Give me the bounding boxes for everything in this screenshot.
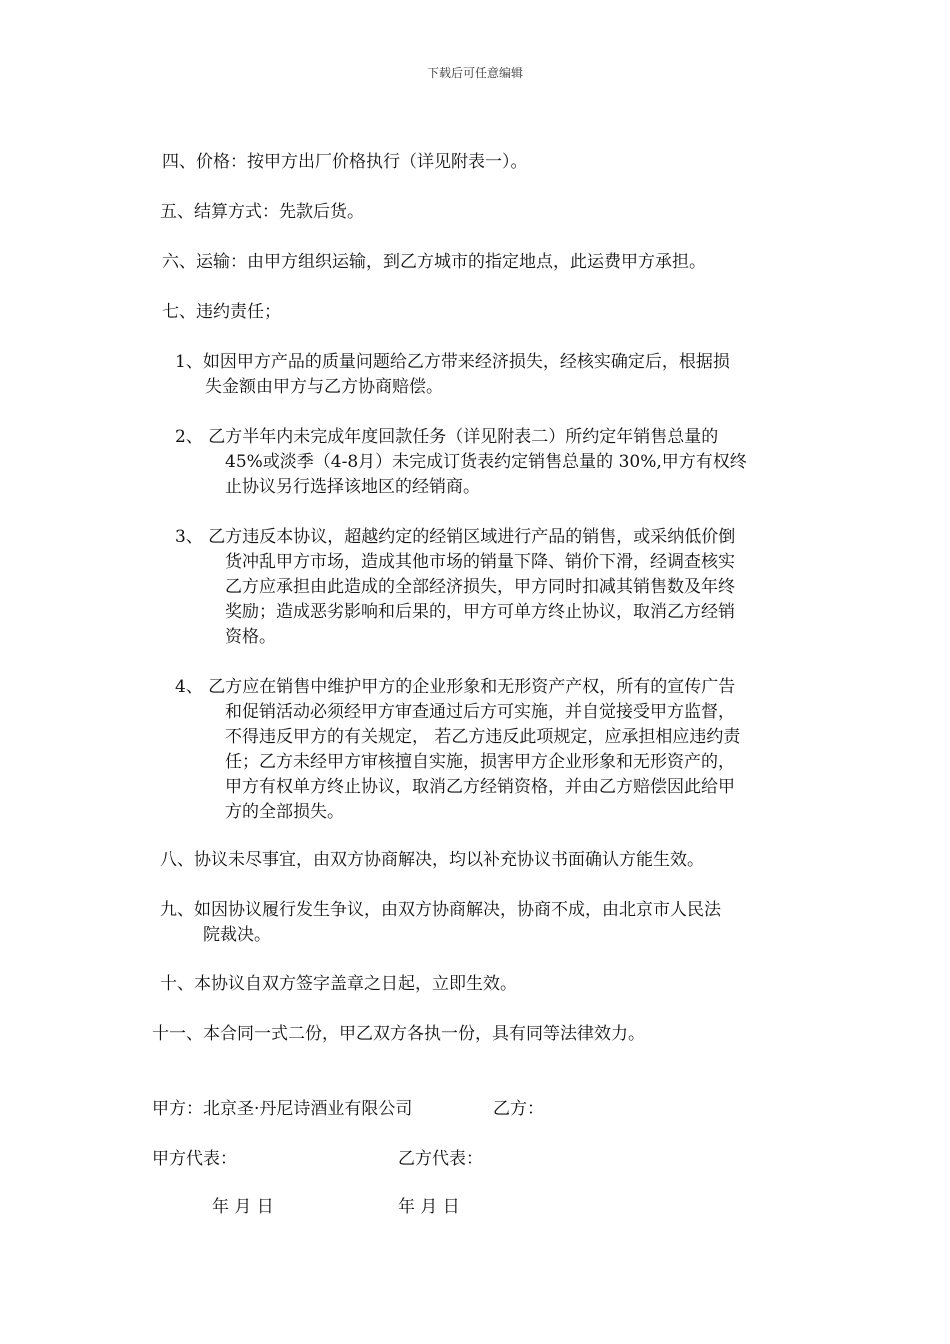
item-line: 失金额由甲方与乙方协商赔偿。 <box>205 377 443 397</box>
item-line: 九、如因协议履行发生争议，由双方协商解决，协商不成，由北京市人民法 <box>160 900 721 920</box>
item-line: 任；乙方未经甲方审核擅自实施，损害甲方企业形象和无形资产的， <box>225 752 735 772</box>
item-line: 院裁决。 <box>203 925 271 945</box>
clause-4-price: 四、价格：按甲方出厂价格执行（详见附表一）。 <box>162 152 528 172</box>
party-a-date: 年 月 日 <box>212 1197 274 1217</box>
clause-8-unresolved: 八、协议未尽事宜，由双方协商解决，均以补充协议书面确认方能生效。 <box>160 850 704 870</box>
page-header: 下载后可任意编辑 <box>426 66 523 80</box>
clause-10-effective: 十、本协议自双方签字盖章之日起，立即生效。 <box>160 974 517 994</box>
item-line: 货冲乱甲方市场，造成其他市场的销量下降、销价下滑，经调查核实 <box>225 552 735 572</box>
item-line: 甲方有权单方终止协议，取消乙方经销资格，并由乙方赔偿因此给甲 <box>225 777 735 797</box>
party-b-date: 年 月 日 <box>398 1197 460 1217</box>
item-line: 资格。 <box>225 627 276 647</box>
party-a-name: 甲方：北京圣·丹尼诗酒业有限公司 <box>152 1099 413 1119</box>
liability-item-2 <box>175 425 747 500</box>
item-line: 不得违反甲方的有关规定， 若乙方违反此项规定，应承担相应违约责 <box>225 727 741 747</box>
item-line: 和促销活动必须经甲方审查通过后方可实施，并自觉接受甲方监督， <box>225 702 735 722</box>
party-b-name: 乙方： <box>493 1099 544 1119</box>
item-line: 1、如因甲方产品的质量问题给乙方带来经济损失，经核实确定后，根据损 <box>175 352 730 372</box>
clause-11-copies: 十一、本合同一式二份，甲乙双方各执一份，具有同等法律效力。 <box>152 1024 645 1044</box>
clause-5-settlement: 五、结算方式：先款后货。 <box>160 202 364 222</box>
liability-item-3 <box>175 525 735 650</box>
item-line: 45%或淡季（4-8月）未完成订货表约定销售总量的 30%,甲方有权终 <box>225 452 747 472</box>
party-b-representative: 乙方代表： <box>398 1149 483 1169</box>
clause-9-dispute <box>160 898 721 948</box>
clause-7-liability: 七、违约责任； <box>162 302 281 322</box>
item-line: 4、 乙方应在销售中维护甲方的企业形象和无形资产产权，所有的宣传广告 <box>175 677 736 697</box>
item-line: 2、 乙方半年内未完成年度回款任务（详见附表二）所约定年销售总量的 <box>175 427 719 447</box>
item-line: 乙方应承担由此造成的全部经济损失，甲方同时扣减其销售数及年终 <box>225 577 735 597</box>
clause-6-transport: 六、运输：由甲方组织运输，到乙方城市的指定地点，此运费甲方承担。 <box>162 252 706 272</box>
party-a-representative: 甲方代表： <box>152 1149 237 1169</box>
item-line: 方的全部损失。 <box>225 802 344 822</box>
liability-item-4 <box>175 675 740 825</box>
item-line: 奖励；造成恶劣影响和后果的，甲方可单方终止协议，取消乙方经销 <box>225 602 735 622</box>
liability-item-1 <box>175 350 730 400</box>
item-line: 3、 乙方违反本协议，超越约定的经销区域进行产品的销售，或采纳低价倒 <box>175 527 736 547</box>
item-line: 止协议另行选择该地区的经销商。 <box>225 477 480 497</box>
